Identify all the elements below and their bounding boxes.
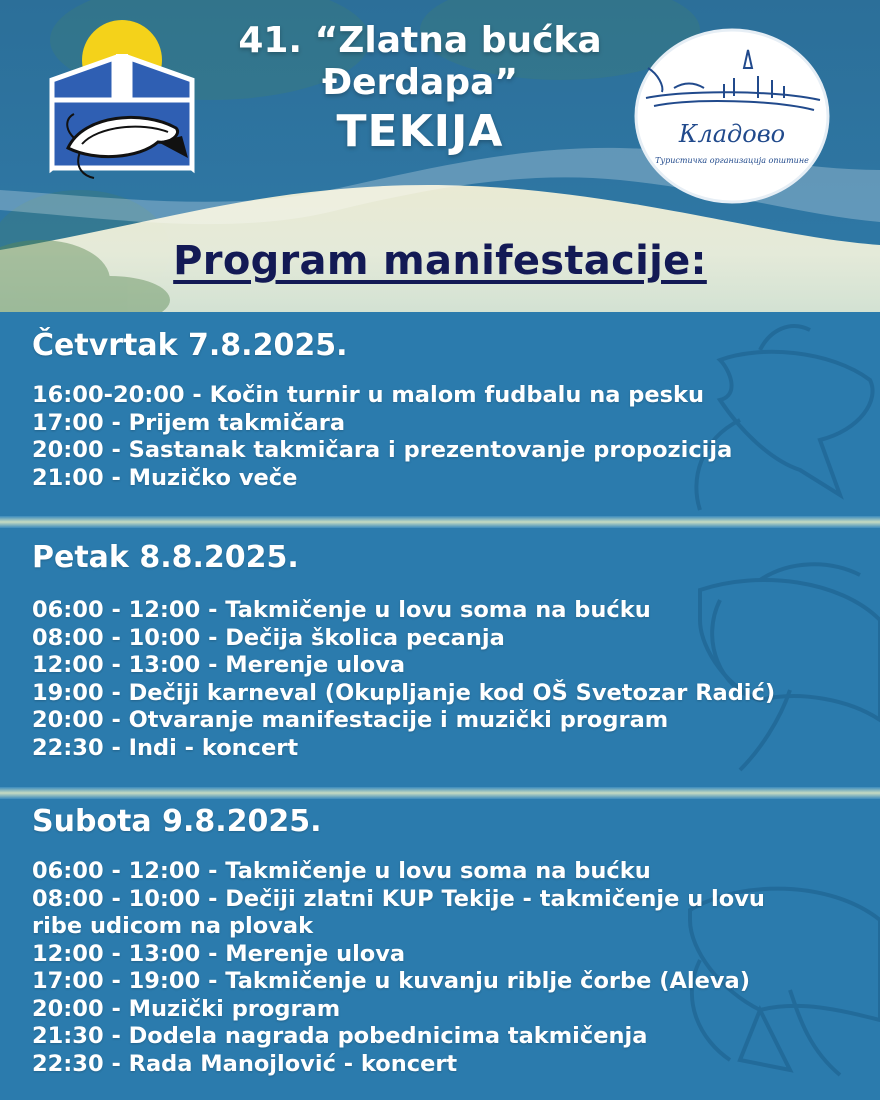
event-list [32,597,832,762]
event-item: 22:30 - Rada Manojlović - koncert [32,1050,458,1077]
header-line-2: Đerdapa” [321,62,519,103]
event-item: 06:00 - 12:00 - Takmičenje u lovu soma na bućku [32,858,651,884]
event-item: 20:00 - Otvaranje manifestacije i muzički program [32,707,669,733]
header-location: TEKIJA [336,106,504,157]
event-item: 19:00 - Dečiji karneval (Okupljanje kod OŠ Svetozar Radić) [32,679,776,706]
event-item: 12:00 - 13:00 - Merenje ulova [32,940,406,967]
event-item: 08:00 - 10:00 - Dečija školica pecanja [32,624,505,651]
event-item: 21:00 - Muzičko veče [32,464,298,491]
day-title: Subota 9.8.2025. [32,804,322,839]
event-item: 06:00 - 12:00 - Takmičenje u lovu soma na bućku [32,597,651,623]
program-title: Program manifestacije: [173,238,707,284]
day-title: Četvrtak 7.8.2025. [32,328,348,363]
event-item: 20:00 - Sastanak takmičara i prezentovanje propozicija [32,437,733,463]
event-item: 17:00 - 19:00 - Takmičenje u kuvanju riblje čorbe (Aleva) [32,968,751,994]
event-list [32,858,832,1078]
fish-club-logo [44,18,200,188]
day-title: Petak 8.8.2025. [32,540,299,575]
kladovo-logo [634,28,830,204]
event-item: 17:00 - Prijem takmičara [32,409,346,436]
event-item: 12:00 - 13:00 - Merenje ulova [32,652,406,678]
event-item: 16:00-20:00 - Kočin turnir u malom fudbalu na pesku [32,382,704,408]
header-line-1: 41. “Zlatna bućka [238,20,602,61]
event-item: 20:00 - Muzički program [32,995,341,1022]
kladovo-logo-subtext: Туристичка организација општине [655,156,809,165]
kladovo-logo-text: Кладово [678,120,786,148]
event-list [32,382,832,492]
kladovo-logo-graphic [634,28,830,204]
event-header [210,20,630,158]
event-item: 22:30 - Indi - koncert [32,734,299,761]
event-item: 08:00 - 10:00 - Dečiji zlatni KUP Tekije - takmičenje u lovu ribe udicom na plovak [32,885,765,939]
event-item: 21:30 - Dodela nagrada pobednicima takmičenja [32,1023,648,1049]
